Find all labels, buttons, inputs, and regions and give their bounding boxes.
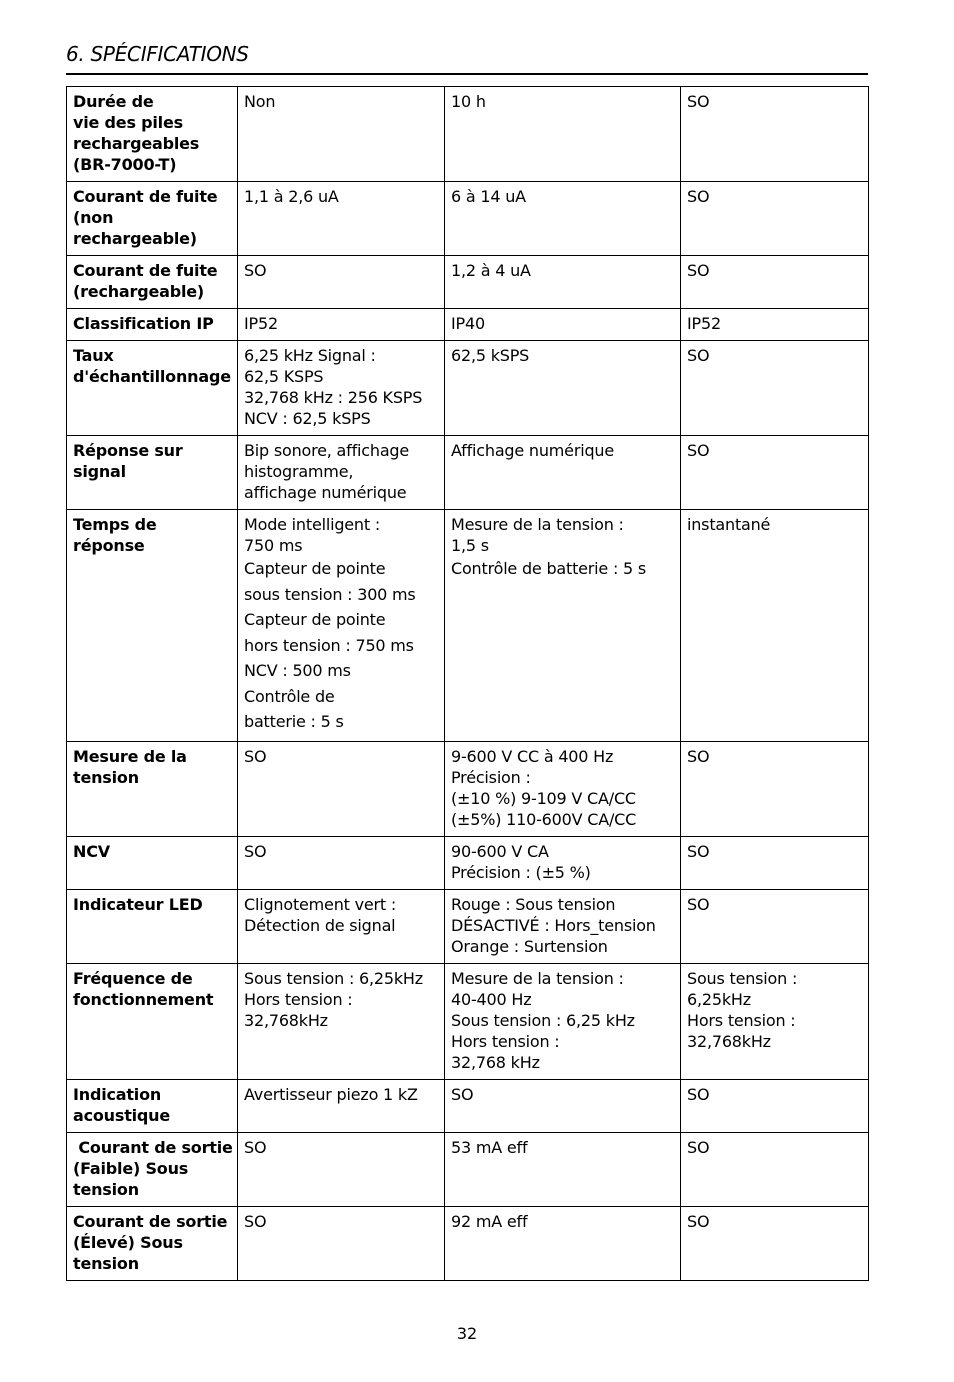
cell-text-line: Courant de fuite bbox=[73, 187, 218, 206]
cell-text-line: SO bbox=[687, 187, 710, 206]
cell-text-line: Rouge : Sous tension bbox=[451, 894, 616, 914]
column-1-cell bbox=[238, 836, 445, 889]
table-row bbox=[67, 741, 869, 836]
spec-name-cell bbox=[67, 182, 238, 256]
table-row bbox=[67, 256, 869, 309]
cell-text-line: instantané bbox=[687, 515, 771, 534]
cell-text-line: Durée de bbox=[73, 92, 154, 111]
column-1-cell bbox=[238, 256, 445, 309]
cell-text-line: SO bbox=[687, 894, 710, 914]
column-2-cell bbox=[445, 341, 681, 436]
column-2-cell bbox=[445, 87, 681, 182]
spec-name-cell bbox=[67, 836, 238, 889]
cell-text-line: Affichage numérique bbox=[451, 441, 614, 460]
table-row bbox=[67, 1079, 869, 1132]
column-3-cell bbox=[681, 741, 869, 836]
cell-text-line: 62,5 kSPS bbox=[451, 346, 530, 365]
cell-text-line: SO bbox=[687, 441, 710, 460]
cell-text-line: 53 mA eff bbox=[451, 1137, 528, 1157]
cell-text-line: Mode intelligent : bbox=[244, 515, 381, 534]
cell-text-line: NCV bbox=[73, 841, 110, 861]
spec-name-cell bbox=[67, 256, 238, 309]
cell-text-line: Hors tension : bbox=[451, 1031, 560, 1051]
cell-text-line: SO bbox=[244, 841, 267, 861]
table-row bbox=[67, 87, 869, 182]
page-number: 32 bbox=[456, 1324, 478, 1343]
cell-text-line: vie des piles bbox=[73, 113, 183, 132]
spec-name-cell bbox=[67, 889, 238, 963]
column-2-cell bbox=[445, 889, 681, 963]
column-2-cell bbox=[445, 436, 681, 510]
column-1-cell bbox=[238, 963, 445, 1079]
cell-text-line: 6,25kHz bbox=[687, 989, 751, 1009]
column-1-cell bbox=[238, 889, 445, 963]
cell-text-line: 92 mA eff bbox=[451, 1211, 528, 1231]
table-row bbox=[67, 341, 869, 436]
column-1-cell bbox=[238, 341, 445, 436]
table-row bbox=[67, 1132, 869, 1206]
cell-text-line: 32,768 kHz bbox=[451, 1052, 540, 1072]
column-3-cell bbox=[681, 256, 869, 309]
cell-text-line: (Élevé) Sous bbox=[73, 1232, 183, 1252]
cell-text-line: SO bbox=[687, 1211, 710, 1231]
cell-text-line: batterie : 5 s bbox=[244, 712, 344, 731]
column-2-cell bbox=[445, 510, 681, 742]
cell-text-line: Hors tension : bbox=[687, 1010, 796, 1030]
cell-text-line: IP52 bbox=[687, 314, 721, 333]
column-1-cell bbox=[238, 182, 445, 256]
cell-text-line: Mesure de la bbox=[73, 746, 187, 766]
cell-text-line: IP40 bbox=[451, 314, 485, 333]
spec-name-cell bbox=[67, 309, 238, 341]
column-1-cell bbox=[238, 1132, 445, 1206]
cell-text-line: Précision : bbox=[451, 767, 531, 787]
section-title: 6. SPÉCIFICATIONS bbox=[66, 42, 249, 66]
table-row bbox=[67, 963, 869, 1079]
cell-text-line: 750 ms bbox=[244, 536, 303, 555]
cell-text-line: SO bbox=[687, 1084, 710, 1104]
cell-text-line: SO bbox=[687, 1137, 710, 1157]
table-row bbox=[67, 436, 869, 510]
column-1-cell bbox=[238, 309, 445, 341]
cell-text-line: d'échantillonnage bbox=[73, 367, 231, 386]
column-2-cell bbox=[445, 963, 681, 1079]
table-row bbox=[67, 889, 869, 963]
cell-text-line: SO bbox=[244, 1137, 267, 1157]
column-1-cell bbox=[238, 741, 445, 836]
cell-text-line: Capteur de pointe bbox=[244, 610, 386, 629]
column-1-cell bbox=[238, 1206, 445, 1280]
table-row bbox=[67, 510, 869, 742]
cell-text-line: Sous tension : 6,25 kHz bbox=[451, 1010, 635, 1030]
spec-name-cell bbox=[67, 341, 238, 436]
column-2-cell bbox=[445, 1206, 681, 1280]
cell-text-line: Courant de sortie bbox=[73, 1211, 228, 1231]
cell-text-line: Réponse sur bbox=[73, 441, 183, 460]
cell-text-line: sous tension : 300 ms bbox=[244, 584, 416, 604]
cell-text-line: fonctionnement bbox=[73, 989, 214, 1009]
column-3-cell bbox=[681, 1206, 869, 1280]
column-1-cell bbox=[238, 510, 445, 742]
cell-text-line: DÉSACTIVÉ : Hors_tension bbox=[451, 915, 656, 935]
cell-text-line: Indication bbox=[73, 1084, 162, 1104]
spec-name-cell bbox=[67, 1206, 238, 1280]
spec-name-cell bbox=[67, 741, 238, 836]
cell-text-line: SO bbox=[687, 841, 710, 861]
column-3-cell bbox=[681, 510, 869, 742]
spec-name-cell bbox=[67, 963, 238, 1079]
cell-text-line: Contrôle de batterie : 5 s bbox=[451, 559, 647, 578]
cell-text-line: rechargeable) bbox=[73, 229, 197, 248]
cell-text-line: Courant de sortie bbox=[73, 1137, 233, 1157]
cell-text-line: Avertisseur piezo 1 kZ bbox=[244, 1084, 418, 1104]
cell-text-line: 1,2 à 4 uA bbox=[451, 261, 531, 280]
cell-text-line: (±5%) 110-600V CA/CC bbox=[451, 809, 637, 829]
cell-text-line: 6 à 14 uA bbox=[451, 187, 526, 206]
cell-text-line: Détection de signal bbox=[244, 915, 396, 935]
cell-text-line: 90-600 V CA bbox=[451, 841, 549, 861]
cell-text-line: 62,5 KSPS bbox=[244, 367, 324, 386]
column-3-cell bbox=[681, 1079, 869, 1132]
column-3-cell bbox=[681, 87, 869, 182]
column-2-cell bbox=[445, 182, 681, 256]
page-header bbox=[66, 40, 868, 75]
column-3-cell bbox=[681, 836, 869, 889]
spec-name-cell bbox=[67, 87, 238, 182]
cell-text-line: Fréquence de bbox=[73, 968, 193, 988]
column-2-cell bbox=[445, 1079, 681, 1132]
column-3-cell bbox=[681, 341, 869, 436]
cell-text-line: tension bbox=[73, 1179, 139, 1199]
cell-text-line: Sous tension : 6,25kHz bbox=[244, 968, 423, 988]
cell-text-line: Classification IP bbox=[73, 314, 214, 333]
cell-text-line: SO bbox=[244, 1211, 267, 1231]
cell-text-line: 32,768kHz bbox=[687, 1031, 771, 1051]
column-2-cell bbox=[445, 309, 681, 341]
cell-text-line: Mesure de la tension : bbox=[451, 515, 624, 534]
column-2-cell bbox=[445, 836, 681, 889]
cell-text-line: SO bbox=[687, 261, 710, 280]
cell-text-line: 6,25 kHz Signal : bbox=[244, 346, 376, 365]
column-3-cell bbox=[681, 436, 869, 510]
cell-text-line: tension bbox=[73, 1253, 139, 1273]
specifications-table-body bbox=[67, 87, 869, 1281]
table-row bbox=[67, 309, 869, 341]
cell-text-line: (BR-7000-T) bbox=[73, 155, 177, 174]
cell-text-line: rechargeables bbox=[73, 134, 200, 153]
cell-text-line: SO bbox=[244, 746, 267, 766]
cell-text-line: Contrôle de bbox=[244, 686, 335, 706]
cell-text-line: Courant de fuite bbox=[73, 261, 218, 280]
cell-text-line: Taux bbox=[73, 346, 114, 365]
cell-text-line: SO bbox=[451, 1084, 474, 1104]
column-3-cell bbox=[681, 1132, 869, 1206]
spec-name-cell bbox=[67, 1079, 238, 1132]
cell-text-line: Capteur de pointe bbox=[244, 559, 386, 578]
column-3-cell bbox=[681, 309, 869, 341]
cell-text-line: SO bbox=[244, 261, 267, 280]
column-1-cell bbox=[238, 436, 445, 510]
cell-text-line: Mesure de la tension : bbox=[451, 968, 624, 988]
cell-text-line: acoustique bbox=[73, 1105, 171, 1125]
cell-text-line: tension bbox=[73, 767, 139, 787]
cell-text-line: (Faible) Sous bbox=[73, 1158, 189, 1178]
cell-text-line: Temps de réponse bbox=[73, 515, 162, 555]
cell-text-line: 9-600 V CC à 400 Hz bbox=[451, 746, 614, 766]
cell-text-line: 1,5 s bbox=[451, 536, 489, 555]
cell-text-line: Indicateur LED bbox=[73, 894, 203, 914]
cell-text-line: Clignotement vert : bbox=[244, 894, 397, 914]
cell-text-line: Sous tension : bbox=[687, 968, 798, 988]
cell-text-line: hors tension : 750 ms bbox=[244, 635, 414, 655]
cell-text-line: histogramme, bbox=[244, 462, 354, 481]
cell-text-line: signal bbox=[73, 462, 126, 481]
column-1-cell bbox=[238, 87, 445, 182]
cell-text-line: (rechargeable) bbox=[73, 282, 205, 301]
column-2-cell bbox=[445, 256, 681, 309]
cell-text-line: SO bbox=[687, 746, 710, 766]
cell-text-line: 32,768 kHz : 256 KSPS bbox=[244, 388, 423, 407]
cell-text-line: Non bbox=[244, 92, 276, 111]
cell-text-line: IP52 bbox=[244, 314, 278, 333]
column-3-cell bbox=[681, 963, 869, 1079]
table-row bbox=[67, 182, 869, 256]
cell-text-line: 1,1 à 2,6 uA bbox=[244, 187, 339, 206]
cell-text-line: 10 h bbox=[451, 92, 486, 111]
column-2-cell bbox=[445, 1132, 681, 1206]
cell-text-line: Orange : Surtension bbox=[451, 936, 608, 956]
spec-name-cell bbox=[67, 1132, 238, 1206]
cell-text-line: 32,768kHz bbox=[244, 1010, 328, 1030]
spec-name-cell bbox=[67, 510, 238, 742]
cell-text-line: SO bbox=[687, 346, 710, 365]
spec-name-cell bbox=[67, 436, 238, 510]
column-3-cell bbox=[681, 889, 869, 963]
cell-text-line: 40-400 Hz bbox=[451, 989, 532, 1009]
cell-text-line: Bip sonore, affichage bbox=[244, 441, 410, 460]
cell-text-line: SO bbox=[687, 92, 710, 111]
column-3-cell bbox=[681, 182, 869, 256]
cell-text-line: Hors tension : bbox=[244, 989, 353, 1009]
column-1-cell bbox=[238, 1079, 445, 1132]
cell-text-line: affichage numérique bbox=[244, 483, 407, 502]
cell-text-line: NCV : 62,5 kSPS bbox=[244, 409, 371, 428]
cell-text-line: NCV : 500 ms bbox=[244, 661, 351, 680]
cell-text-line: Précision : (±5 %) bbox=[451, 862, 591, 882]
table-row bbox=[67, 836, 869, 889]
specifications-table bbox=[66, 86, 869, 1281]
column-2-cell bbox=[445, 741, 681, 836]
table-row bbox=[67, 1206, 869, 1280]
cell-text-line: (±10 %) 9-109 V CA/CC bbox=[451, 788, 636, 808]
cell-text-line: (non bbox=[73, 208, 114, 227]
